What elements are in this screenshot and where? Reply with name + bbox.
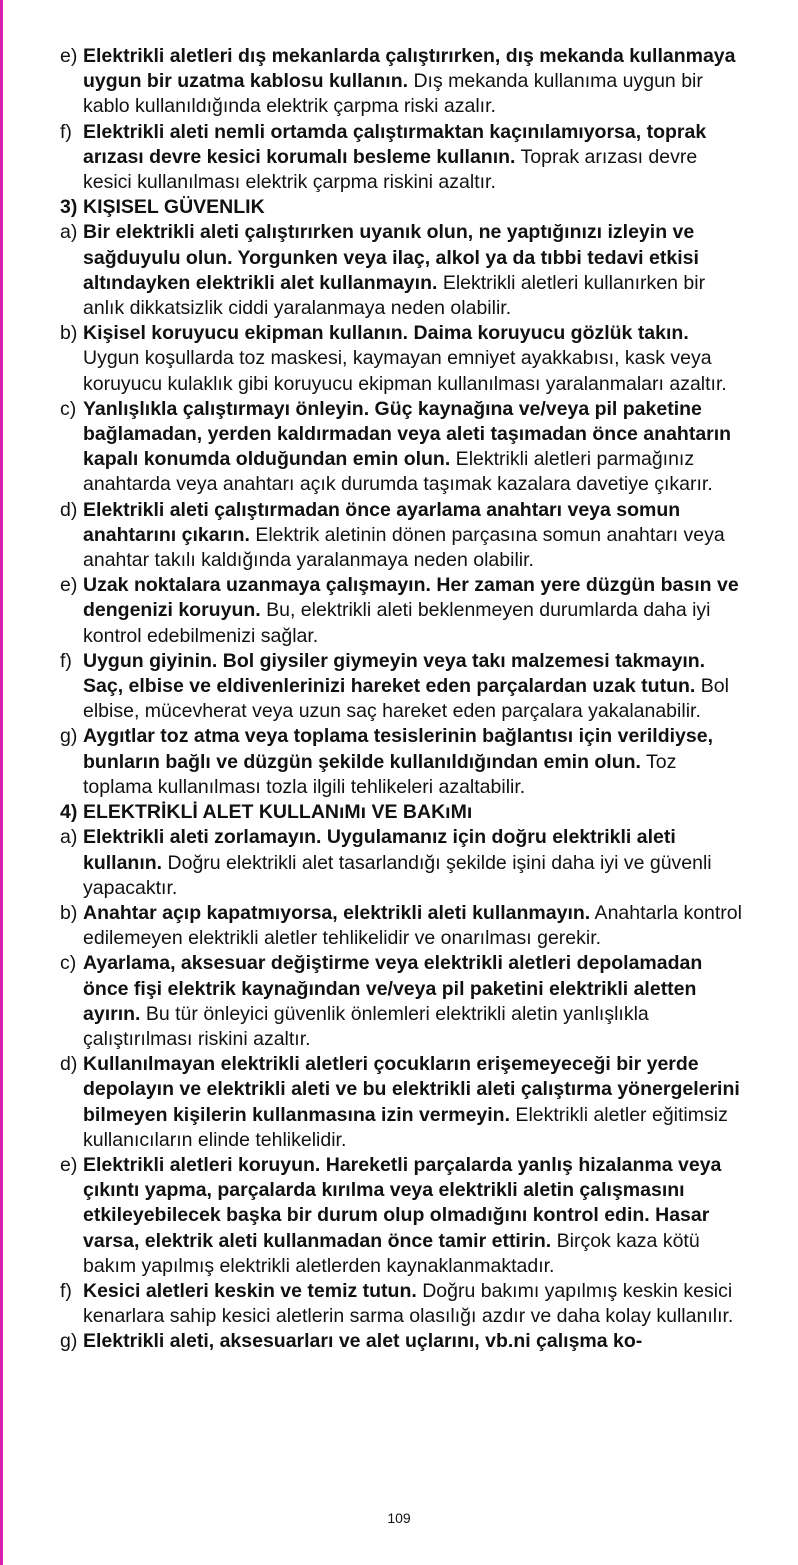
item-regular-text: Doğru elektrikli alet tasarlandığı şekilde işini daha iyi ve güvenli yapacaktır. [83, 851, 712, 899]
item-text [83, 649, 750, 725]
item-regular-text: Bu, elektrikli aleti beklenmeyen durumlarda daha iyi kontrol edebilmenizi sağlar. [83, 599, 711, 647]
safety-item [60, 44, 750, 120]
safety-item [60, 724, 750, 800]
item-bold-text: Elektrikli aleti, aksesuarları ve alet uçlarını, vb.ni çalışma ko- [83, 1330, 643, 1353]
item-label: 4) [60, 801, 78, 824]
item-label: f) [60, 120, 72, 143]
item-bold-text: Bir elektrikli aleti çalıştırırken uyanık olun, ne yaptığınızı izleyin ve sağduyulu olun. Yorgunken veya ilaç, alkol ya da tıbbi tedavi etkisi altındayken elektrikli alet kullanmayın. [83, 221, 699, 294]
section-title: ELEKTRİKLİ ALET KULLANıMı VE BAKıMı [83, 801, 473, 824]
item-regular-text: Elektrik aletinin dönen parçasına somun anahtarı veya anahtar takılı kaldığında yaralanmaya neden olabilir. [83, 523, 725, 572]
page-number: 109 [387, 1510, 411, 1526]
safety-item [60, 321, 750, 397]
item-label: f) [60, 649, 72, 672]
safety-item [60, 397, 750, 498]
item-text [83, 1052, 750, 1153]
item-text [83, 44, 750, 120]
safety-item [60, 1279, 750, 1329]
section-heading [60, 195, 750, 220]
item-label: e) [60, 1153, 78, 1176]
safety-item [60, 573, 750, 649]
item-bold-text: Anahtar açıp kapatmıyorsa, elektrikli aleti kullanmayın. [83, 901, 591, 924]
item-regular-text: Dış mekanda kullanıma uygun bir kablo kullanıldığında elektrik çarpma riski azalır. [83, 70, 703, 118]
section-title: KIŞISEL GÜVENLIK [83, 196, 265, 219]
item-text [83, 321, 750, 397]
safety-item [60, 120, 750, 196]
item-text [83, 397, 750, 498]
item-label: a) [60, 826, 78, 849]
item-bold-text: Elektrikli aletleri dış mekanlarda çalıştırırken, dış mekanda kullanmaya uygun bir uzatma kablosu kullanın. [83, 45, 736, 93]
section-heading [60, 800, 750, 825]
item-regular-text: Bol elbise, mücevherat veya uzun saç hareket eden parçalara yakalanabilir. [83, 675, 729, 723]
item-bold-text: Yanlışlıkla çalıştırmayı önleyin. Güç kaynağına ve/veya pil paketine bağlamadan, yerden kaldırmadan veya aleti taşımadan önce anahtarın kapalı konumda olduğundan emin olun. [83, 397, 732, 471]
item-text [83, 951, 750, 1052]
item-regular-text: Elektrikli aletler eğitimsiz kullanıcıların elinde tehlikelidir. [83, 1103, 728, 1151]
item-label: b) [60, 901, 78, 924]
item-regular-text: Doğru bakımı yapılmış keskin kesici kenarlara sahip kesici aletlerin sarma olasılığı azdır ve daha kolay kullanılır. [83, 1279, 734, 1328]
item-label: d) [60, 1053, 78, 1076]
item-label: b) [60, 322, 78, 345]
item-bold-text: Elektrikli aleti çalıştırmadan önce ayarlama anahtarı veya somun anahtarını çıkarın. [83, 498, 681, 546]
item-text [83, 724, 750, 800]
item-text [83, 120, 750, 196]
safety-item [60, 1329, 750, 1354]
safety-item [60, 498, 750, 574]
item-bold-text: Uzak noktalara uzanmaya çalışmayın. Her zaman yere düzgün basın ve dengenizi koruyun. [83, 574, 739, 622]
safety-item [60, 649, 750, 725]
item-text [83, 1153, 750, 1279]
page-edge-mark [0, 0, 3, 1565]
item-text [83, 1329, 750, 1354]
item-regular-text: Toz toplama kullanılması tozla ilgili tehlikeleri azaltabilir. [83, 750, 677, 798]
item-text [83, 825, 750, 901]
item-bold-text: Uygun giyinin. Bol giysiler giymeyin veya takı malzemesi takmayın. Saç, elbise ve eldivenlerinizi hareket eden parçalardan uzak tutun. [83, 649, 706, 698]
item-bold-text: Aygıtlar toz atma veya toplama tesislerinin bağlantısı için verildiyse, bunların bağlı ve düzgün şekilde kullanıldığından emin olun. [83, 725, 713, 773]
safety-item [60, 1153, 750, 1279]
item-regular-text: Uygun koşullarda toz maskesi, kaymayan emniyet ayakkabısı, kask veya koruyucu kulaklık gibi koruyucu ekipman kullanılması yaralanmaları azaltır. [83, 347, 727, 395]
safety-item [60, 901, 750, 951]
item-regular-text: Elektrikli aletleri kullanırken bir anlık dikkatsizlik ciddi yaralanmaya neden olabilir. [83, 271, 706, 320]
item-bold-text: Kişisel koruyucu ekipman kullanın. Daima koruyucu gözlük takın. [83, 322, 689, 345]
item-bold-text: Elektrikli aleti zorlamayın. Uygulamanız için doğru elektrikli aleti kullanın. [83, 826, 676, 874]
item-label: 3) [60, 196, 78, 219]
item-label: f) [60, 1279, 72, 1302]
item-regular-text: Elektrikli aletleri parmağınız anahtarda veya anahtarı açık durumda taşımak kazalara davetiye çıkarır. [83, 448, 713, 496]
item-bold-text: Ayarlama, aksesuar değiştirme veya elektrikli aletleri depolamadan önce fişi elektrik kaynağından ve/veya pil paketini elektrikli aletten ayırın. [83, 952, 703, 1025]
item-label: d) [60, 498, 78, 521]
item-text [83, 498, 750, 574]
item-bold-text: Kullanılmayan elektrikli aletleri çocukların erişemeyeceği bir yerde depolayın ve elektrikli aleti ve bu elektrikli aleti çalıştırma yönergelerini bilmeyen kişilerin kullanmasına izin vermeyin. [83, 1053, 740, 1126]
item-label: g) [60, 725, 78, 748]
safety-item [60, 951, 750, 1052]
item-bold-text: Elektrikli aletleri koruyun. Hareketli parçalarda yanlış hizalanma veya çıkıntı yapma, parçalarda kırılma veya elektrikli aletin çalışmasını etkileyebilecek başka bir durum olup olmadığını kontrol edin. Hasar varsa, elektrik aleti kullanmadan önce tamir ettirin. [83, 1153, 722, 1252]
item-label: a) [60, 221, 78, 244]
item-regular-text: Toprak arızası devre kesici kullanılması elektrik çarpma riskini azaltır. [83, 145, 698, 194]
item-regular-text: Bu tür önleyici güvenlik önlemleri elektrikli aletin yanlışlıkla çalıştırılması riskini azaltır. [83, 1002, 649, 1050]
item-label: e) [60, 574, 78, 597]
item-label: e) [60, 45, 78, 67]
item-regular-text: Anahtarla kontrol edilemeyen elektrikli aletler tehlikelidir ve onarılması gerekir. [83, 901, 742, 950]
item-text [83, 220, 750, 321]
item-label: c) [60, 952, 77, 975]
safety-item [60, 220, 750, 321]
item-bold-text: Elektrikli aleti nemli ortamda çalıştırmaktan kaçınılamıyorsa, toprak arızası devre kesici korumalı besleme kullanın. [83, 120, 707, 168]
item-text [83, 573, 750, 649]
item-bold-text: Kesici aletleri keskin ve temiz tutun. [83, 1279, 417, 1302]
document-body [60, 44, 750, 1355]
item-label: g) [60, 1330, 78, 1353]
item-text [83, 901, 750, 951]
safety-item [60, 825, 750, 901]
item-label: c) [60, 397, 77, 420]
item-regular-text: Birçok kaza kötü bakım yapılmış elektrikli aletlerden kaynaklanmaktadır. [83, 1229, 700, 1277]
safety-item [60, 1052, 750, 1153]
item-text [83, 1279, 750, 1329]
